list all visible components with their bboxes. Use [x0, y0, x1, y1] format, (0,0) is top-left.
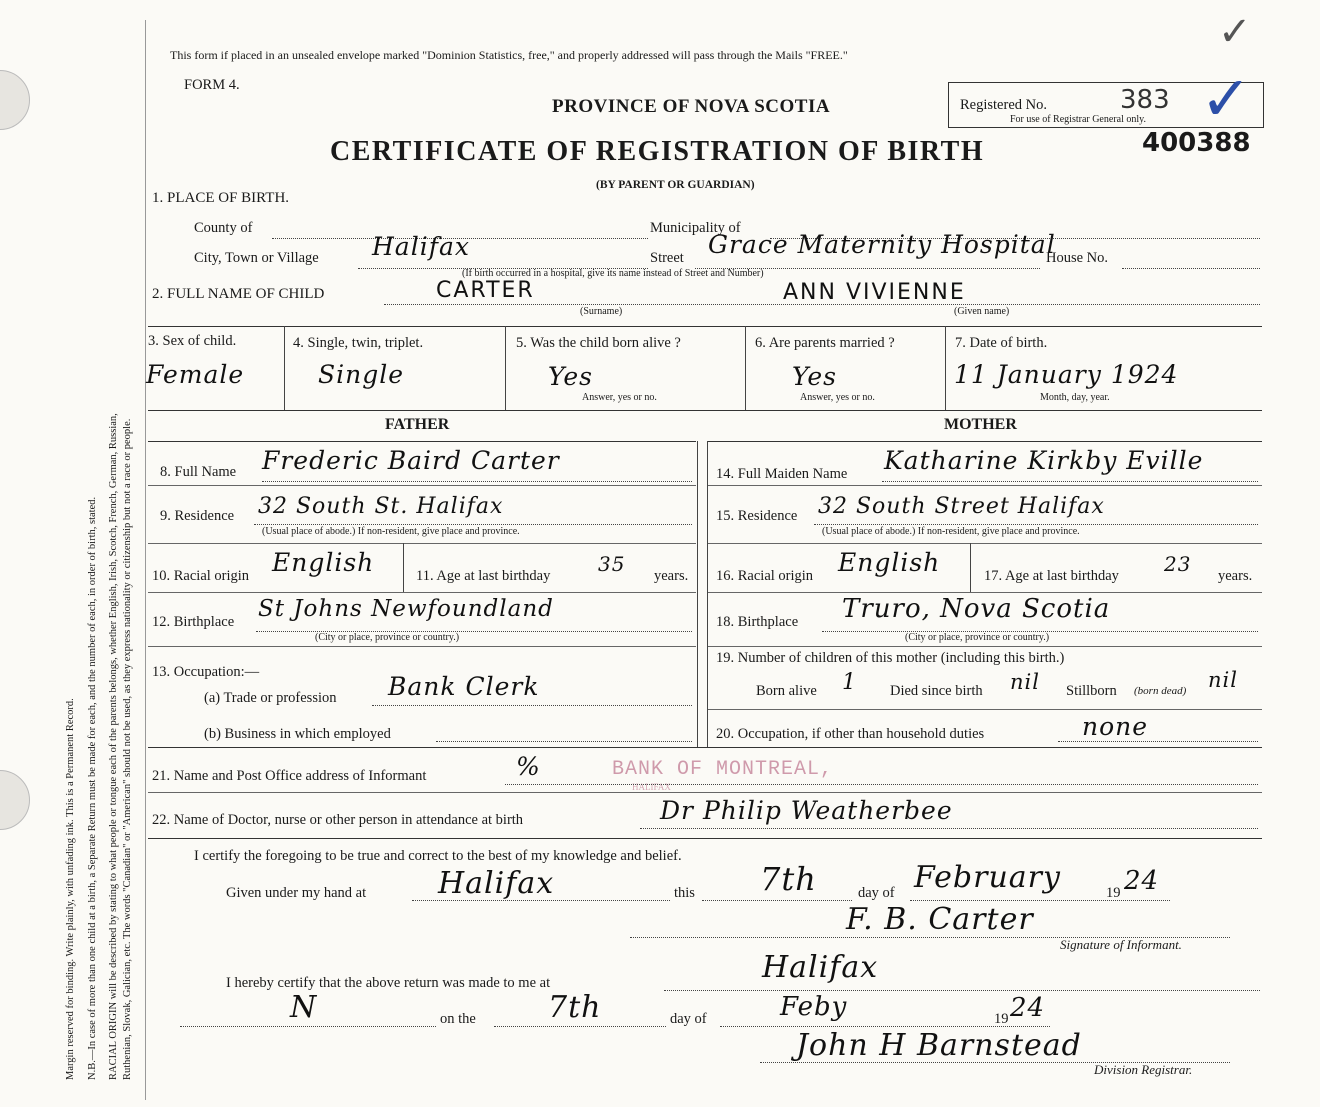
- father-birthplace-caption: (City or place, province or country.): [315, 632, 460, 643]
- line: [640, 828, 1258, 829]
- line: [882, 481, 1258, 482]
- stamp-number: 400388: [1142, 128, 1251, 158]
- line: [505, 784, 1258, 785]
- father-business-label: (b) Business in which employed: [204, 726, 391, 742]
- father-birthplace-value: St Johns Newfoundland: [258, 596, 554, 622]
- rule: [148, 592, 696, 593]
- place-of-birth-label: 1. PLACE OF BIRTH.: [152, 190, 290, 206]
- registrar-place-value: Halifax: [762, 950, 879, 985]
- parents-divider: [707, 441, 708, 747]
- divider: [505, 326, 506, 410]
- page-title: CERTIFICATE OF REGISTRATION OF BIRTH: [330, 136, 985, 167]
- mother-birthplace-label: 18. Birthplace: [716, 614, 799, 630]
- stillborn-label: Stillborn: [1066, 683, 1117, 699]
- line: [702, 900, 852, 901]
- line: [180, 1026, 436, 1027]
- mother-age-label: 17. Age at last birthday: [984, 568, 1119, 584]
- this-label: this: [674, 885, 695, 901]
- plurality-label: 4. Single, twin, triplet.: [293, 335, 424, 351]
- rule: [148, 838, 1262, 839]
- house-label: House No.: [1046, 250, 1109, 266]
- line: [262, 481, 692, 482]
- registrar-note: For use of Registrar General only.: [1010, 114, 1146, 125]
- alive-label: 5. Was the child born alive ?: [516, 335, 681, 351]
- mother-race-value: English: [838, 548, 941, 577]
- father-residence-label: 9. Residence: [160, 508, 235, 524]
- father-race-label: 10. Racial origin: [152, 568, 250, 584]
- line: [664, 990, 1260, 991]
- municipality-label: Municipality of: [650, 220, 741, 236]
- side-note-4: Ruthenian, Slovak, Galician, etc. The words "Canadian" or "American" should not be used, as they express nationality or citizenship but not a race or people.: [122, 418, 133, 1080]
- stillborn-value: nil: [1208, 668, 1238, 692]
- registrar-ward-value: N: [290, 990, 318, 1025]
- sex-value: Female: [146, 360, 245, 389]
- mother-rule: [708, 441, 1262, 442]
- divider: [970, 543, 971, 592]
- mother-name-value: Katharine Kirkby Eville: [884, 446, 1204, 475]
- rule: [708, 592, 1262, 593]
- child-name-line: [384, 304, 1260, 305]
- plurality-value: Single: [318, 360, 405, 389]
- father-trade-label: (a) Trade or profession: [204, 690, 337, 706]
- registrar-day-value: 7th: [548, 990, 602, 1025]
- dob-label: 7. Date of birth.: [955, 335, 1048, 351]
- house-line: [1122, 268, 1260, 269]
- mother-occupation-value: none: [1082, 712, 1149, 741]
- father-rule: [148, 441, 696, 442]
- mother-residence-value: 32 South Street Halifax: [818, 494, 1105, 519]
- page-subtitle: (BY PARENT OR GUARDIAN): [596, 179, 755, 191]
- rule: [148, 646, 696, 647]
- month-value: February: [914, 860, 1061, 895]
- line: [436, 741, 692, 742]
- punch-hole-bottom: [0, 770, 30, 830]
- street-label: Street: [650, 250, 684, 266]
- bank-stamp: BANK OF MONTREAL,: [612, 758, 834, 781]
- hospital-note: (If birth occurred in a hospital, give its name instead of Street and Number): [462, 268, 764, 279]
- city-value: Halifax: [372, 232, 470, 261]
- mail-notice: This form if placed in an unsealed envelope marked "Dominion Statistics, free," and properly addressed will pass through the Mails "FREE.": [170, 48, 848, 62]
- line: [412, 900, 670, 901]
- father-name-label: 8. Full Name: [160, 464, 237, 480]
- signature-caption: Signature of Informant.: [1060, 937, 1182, 952]
- row3-bottom-rule: [148, 410, 1262, 411]
- mother-residence-label: 15. Residence: [716, 508, 798, 524]
- line: [254, 524, 692, 525]
- side-note-2: N.B.—In case of more than one child at a birth, a Separate Return must be made for each, and the number of each, in order of birth, stated.: [87, 496, 98, 1080]
- registered-label: Registered No.: [960, 97, 1047, 113]
- mother-name-label: 14. Full Maiden Name: [716, 466, 848, 482]
- side-note-1: Margin reserved for binding. Write plainly, with unfading ink. This is a Permanent Record.: [65, 698, 76, 1080]
- father-name-value: Frederic Baird Carter: [262, 446, 560, 475]
- check-mark-icon: ✓: [1218, 9, 1252, 54]
- given-caption: (Given name): [954, 306, 1010, 317]
- mother-age-unit: years.: [1218, 568, 1253, 584]
- registrar-month-value: Feby: [780, 992, 848, 1022]
- mother-residence-caption: (Usual place of abode.) If non-resident, give place and province.: [822, 526, 1080, 537]
- born-alive-value: 1: [842, 670, 857, 695]
- province-heading: PROVINCE OF NOVA SCOTIA: [552, 96, 831, 117]
- mother-heading: MOTHER: [944, 416, 1017, 433]
- rule: [708, 485, 1262, 486]
- line: [494, 1026, 666, 1027]
- on-the-label: on the: [440, 1011, 476, 1027]
- divider: [284, 326, 285, 410]
- line: [814, 524, 1258, 525]
- born-alive-label: Born alive: [756, 683, 817, 699]
- row3-top-rule: [148, 326, 1262, 327]
- county-label: County of: [194, 220, 253, 236]
- doctor-label: 22. Name of Doctor, nurse or other person in attendance at birth: [152, 812, 524, 828]
- rule: [708, 543, 1262, 544]
- rule: [148, 485, 696, 486]
- form-number: FORM 4.: [184, 77, 240, 93]
- divider: [745, 326, 746, 410]
- stillborn-note: (born dead): [1134, 685, 1187, 697]
- bank-stamp-sub: HALIFAX: [632, 782, 671, 792]
- sex-label: 3. Sex of child.: [148, 333, 237, 349]
- father-heading: FATHER: [385, 416, 450, 433]
- this-day-value: 7th: [760, 860, 817, 898]
- father-age-value: 35: [598, 552, 626, 576]
- rule: [148, 792, 1262, 793]
- blue-check-mark-icon: ✓: [1200, 66, 1252, 134]
- line: [720, 1026, 1050, 1027]
- mother-birthplace-caption: (City or place, province or country.): [905, 632, 1050, 643]
- child-surname: CARTER: [436, 278, 535, 303]
- father-birthplace-label: 12. Birthplace: [152, 614, 235, 630]
- divider: [403, 543, 404, 592]
- street-value: Grace Maternity Hospital: [708, 230, 1056, 259]
- certify-statement: I certify the foregoing to be true and correct to the best of my knowledge and belief.: [194, 848, 682, 864]
- registered-number: 383: [1120, 85, 1170, 115]
- dob-caption: Month, day, year.: [1040, 392, 1110, 403]
- died-value: nil: [1010, 670, 1040, 694]
- registrar-year-prefix: 19: [994, 1011, 1009, 1027]
- alive-caption: Answer, yes or no.: [582, 392, 657, 403]
- child-given-name: ANN VIVIENNE: [783, 280, 966, 305]
- divider: [945, 326, 946, 410]
- line: [1058, 741, 1258, 742]
- rule: [148, 543, 696, 544]
- year-prefix: 19: [1106, 885, 1121, 901]
- informant-value: %: [516, 752, 541, 781]
- rule: [708, 709, 1262, 710]
- given-label: Given under my hand at: [226, 885, 367, 901]
- registrar-day-of-label: day of: [670, 1011, 707, 1027]
- dob-value: 11 January 1924: [954, 360, 1179, 389]
- day-of-label: day of: [858, 885, 895, 901]
- father-residence-value: 32 South St. Halifax: [258, 494, 504, 519]
- registrar-caption: Division Registrar.: [1094, 1062, 1193, 1077]
- line: [372, 705, 692, 706]
- mother-race-label: 16. Racial origin: [716, 568, 814, 584]
- year-value: 24: [1124, 866, 1160, 896]
- father-race-value: English: [272, 548, 375, 577]
- married-label: 6. Are parents married ?: [755, 335, 895, 351]
- married-caption: Answer, yes or no.: [800, 392, 875, 403]
- line: [910, 900, 1170, 901]
- rule: [708, 646, 1262, 647]
- parents-divider: [697, 441, 698, 747]
- registrar-signature: John H Barnstead: [796, 1028, 1082, 1063]
- child-name-label: 2. FULL NAME OF CHILD: [152, 286, 325, 302]
- mother-birthplace-value: Truro, Nova Scotia: [842, 594, 1111, 624]
- registrar-year-value: 24: [1010, 993, 1046, 1023]
- informant-label: 21. Name and Post Office address of Informant: [152, 768, 427, 784]
- died-label: Died since birth: [890, 683, 983, 699]
- father-residence-caption: (Usual place of abode.) If non-resident, give place and province.: [262, 526, 520, 537]
- mother-occupation-label: 20. Occupation, if other than household duties: [716, 726, 985, 742]
- father-age-unit: years.: [654, 568, 689, 584]
- given-place-value: Halifax: [438, 866, 555, 901]
- married-value: Yes: [792, 362, 837, 391]
- father-occupation-label: 13. Occupation:—: [152, 664, 260, 680]
- father-age-label: 11. Age at last birthday: [416, 568, 551, 584]
- registrar-statement: I hereby certify that the above return was made to me at: [226, 975, 551, 991]
- punch-hole-top: [0, 70, 30, 130]
- rule: [148, 747, 1262, 748]
- mother-children-label: 19. Number of children of this mother (including this birth.): [716, 650, 1065, 666]
- mother-age-value: 23: [1164, 552, 1192, 576]
- doctor-value: Dr Philip Weatherbee: [660, 796, 953, 825]
- side-note-3: RACIAL ORIGIN will be described by stating to what people or tongue each of the parents belongs, whether English, Irish, Scotch, French, German, Russian,: [108, 413, 119, 1080]
- alive-value: Yes: [548, 362, 593, 391]
- margin-line: [145, 20, 146, 1100]
- informant-signature: F. B. Carter: [846, 902, 1034, 937]
- surname-caption: (Surname): [580, 306, 623, 317]
- father-trade-value: Bank Clerk: [388, 672, 540, 701]
- city-label: City, Town or Village: [194, 250, 319, 266]
